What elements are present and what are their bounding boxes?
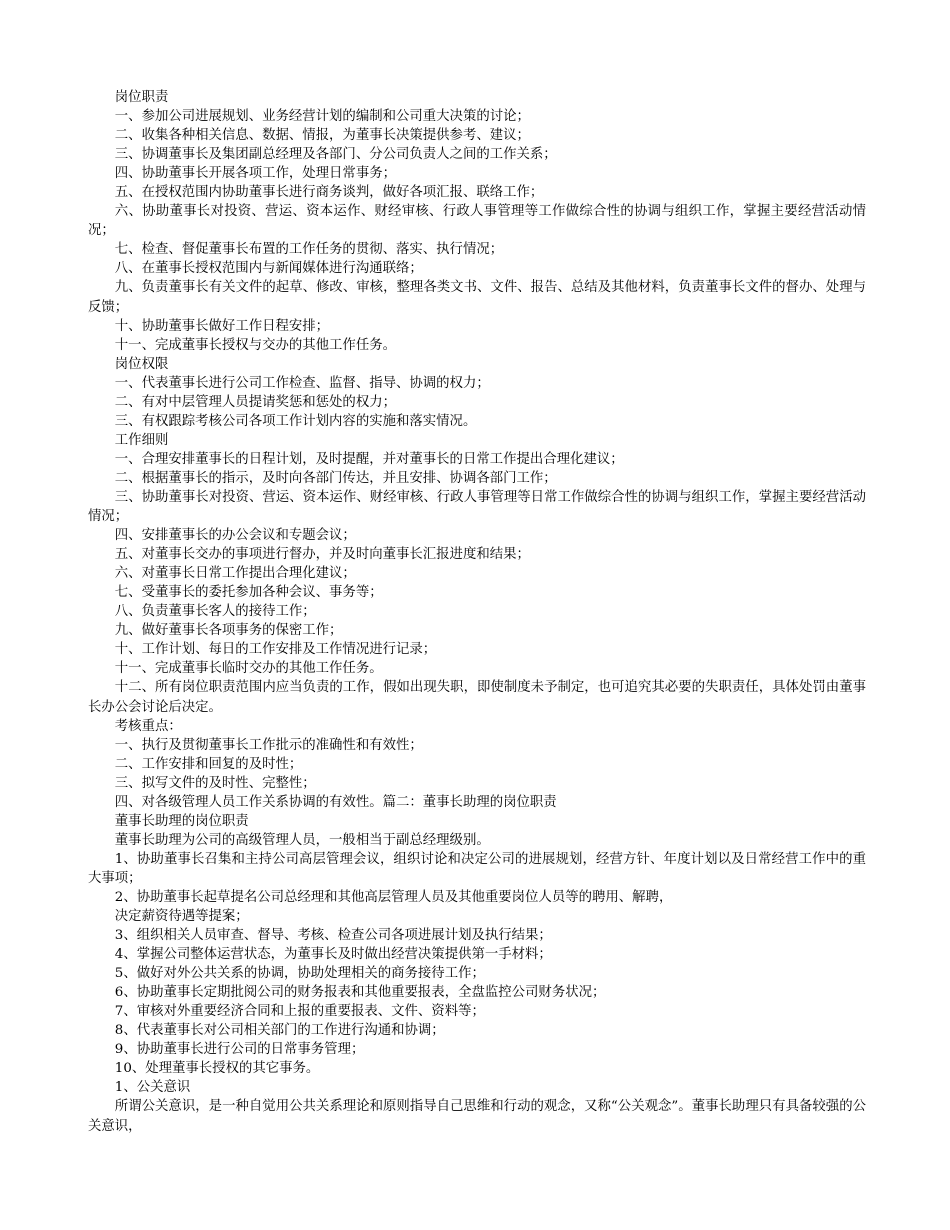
paragraph: 一、执行及贯彻董事长工作批示的准确性和有效性； — [114, 737, 423, 753]
paragraph: 七、检查、督促董事长布置的工作任务的贯彻、落实、执行情况； — [114, 242, 504, 258]
paragraph: 九、负责董事长有关文件的起草、修改、审核，整理各类文书、文件、报告、总结及其他材料，负责董事长文件的督办、处理与反馈； — [88, 280, 866, 315]
paragraph: 决定薪资待遇等提案； — [114, 909, 249, 925]
paragraph: 岗位权限 — [114, 356, 169, 372]
paragraph: 五、在授权范围内协助董事长进行商务谈判，做好各项汇报、联络工作； — [114, 185, 544, 201]
paragraph: 七、受董事长的委托参加各种会议、事务等； — [114, 585, 383, 601]
paragraph: 九、做好董事长各项事务的保密工作； — [114, 623, 343, 639]
paragraph: 1、协助董事长召集和主持公司高层管理会议，组织讨论和决定公司的进展规划，经营方针、年度计划以及日常经营工作中的重大事项； — [88, 851, 866, 886]
paragraph: 四、协助董事长开展各项工作，处理日常事务； — [114, 166, 396, 182]
paragraph: 十二、所有岗位职责范围内应当负责的工作，假如出现失职，即使制度未予制定，也可追究其必要的失职责任，具体处罚由董事长办公会讨论后决定。 — [88, 680, 866, 715]
paragraph: 4、掌握公司整体运营状态，为董事长及时做出经营决策提供第一手材料； — [114, 947, 552, 963]
paragraph: 四、对各级管理人员工作关系协调的有效性。篇二：董事长助理的岗位职责 — [114, 794, 557, 810]
paragraph: 董事长助理为公司的高级管理人员，一般相当于副总经理级别。 — [114, 832, 490, 848]
paragraph: 五、对董事长交办的事项进行督办，并及时向董事长汇报进度和结果； — [114, 547, 530, 563]
paragraph: 董事长助理的岗位职责 — [114, 813, 249, 829]
paragraph: 六、对董事长日常工作提出合理化建议； — [114, 566, 356, 582]
paragraph: 二、收集各种相关信息、数据、情报，为董事长决策提供参考、建议； — [114, 128, 530, 144]
paragraph: 四、安排董事长的办公会议和专题会议； — [114, 528, 356, 544]
paragraph: 八、负责董事长客人的接待工作； — [114, 604, 316, 620]
document-body — [88, 88, 866, 1136]
paragraph: 岗位职责 — [114, 90, 169, 105]
paragraph: 一、代表董事长进行公司工作检查、监督、指导、协调的权力； — [114, 375, 490, 391]
paragraph: 3、组织相关人员审查、督导、考核、检查公司各项进展计划及执行结果； — [114, 928, 552, 944]
paragraph: 1、公关意识 — [114, 1080, 191, 1096]
paragraph: 10、处理董事长授权的其它事务。 — [114, 1061, 320, 1077]
paragraph: 二、有对中层管理人员提请奖惩和惩处的权力； — [114, 394, 396, 410]
paragraph: 5、做好对外公共关系的协调，协助处理相关的商务接待工作； — [114, 966, 485, 982]
paragraph: 一、合理安排董事长的日程计划，及时提醒，并对董事长的日常工作提出合理化建议； — [114, 451, 624, 467]
paragraph: 三、拟写文件的及时性、完整性； — [114, 775, 316, 791]
paragraph: 三、协调董事长及集团副总经理及各部门、分公司负责人之间的工作关系； — [114, 147, 557, 163]
paragraph: 2、协助董事长起草提名公司总经理和其他高层管理人员及其他重要岗位人员等的聘用、解聘， — [114, 889, 673, 905]
paragraph: 考核重点： — [114, 718, 182, 734]
paragraph: 十一、完成董事长临时交办的其他工作任务。 — [114, 661, 383, 677]
paragraph: 十、工作计划、每日的工作安排及工作情况进行记录； — [114, 642, 437, 658]
paragraph: 8、代表董事长对公司相关部门的工作进行沟通和协调； — [114, 1023, 445, 1039]
paragraph: 所谓公关意识，是一种自觉用公共关系理论和原则指导自己思维和行动的观念，又称“公关观念”。董事长助理只有具备较强的公关意识， — [88, 1099, 866, 1134]
paragraph: 十、协助董事长做好工作日程安排； — [114, 318, 330, 334]
paragraph: 八、在董事长授权范围内与新闻媒体进行沟通联络； — [114, 261, 423, 277]
paragraph: 三、有权跟踪考核公司各项工作计划内容的实施和落实情况。 — [114, 413, 477, 429]
paragraph: 9、协助董事长进行公司的日常事务管理； — [114, 1042, 365, 1058]
paragraph: 工作细则 — [114, 432, 169, 448]
paragraph: 7、审核对外重要经济合同和上报的重要报表、文件、资料等； — [114, 1004, 485, 1020]
paragraph: 六、协助董事长对投资、营运、资本运作、财经审核、行政人事管理等工作做综合性的协调与组织工作，掌握主要经营活动情况； — [88, 204, 866, 239]
paragraph: 三、协助董事长对投资、营运、资本运作、财经审核、行政人事管理等日常工作做综合性的协调与组织工作，掌握主要经营活动情况； — [88, 489, 866, 525]
paragraph: 一、参加公司进展规划、业务经营计划的编制和公司重大决策的讨论； — [114, 109, 530, 125]
paragraph: 二、工作安排和回复的及时性； — [114, 756, 303, 772]
paragraph: 6、协助董事长定期批阅公司的财务报表和其他重要报表，全盘监控公司财务状况； — [114, 985, 606, 1001]
paragraph: 二、根据董事长的指示，及时向各部门传达，并且安排、协调各部门工作； — [114, 470, 557, 486]
paragraph: 十一、完成董事长授权与交办的其他工作任务。 — [114, 337, 396, 353]
